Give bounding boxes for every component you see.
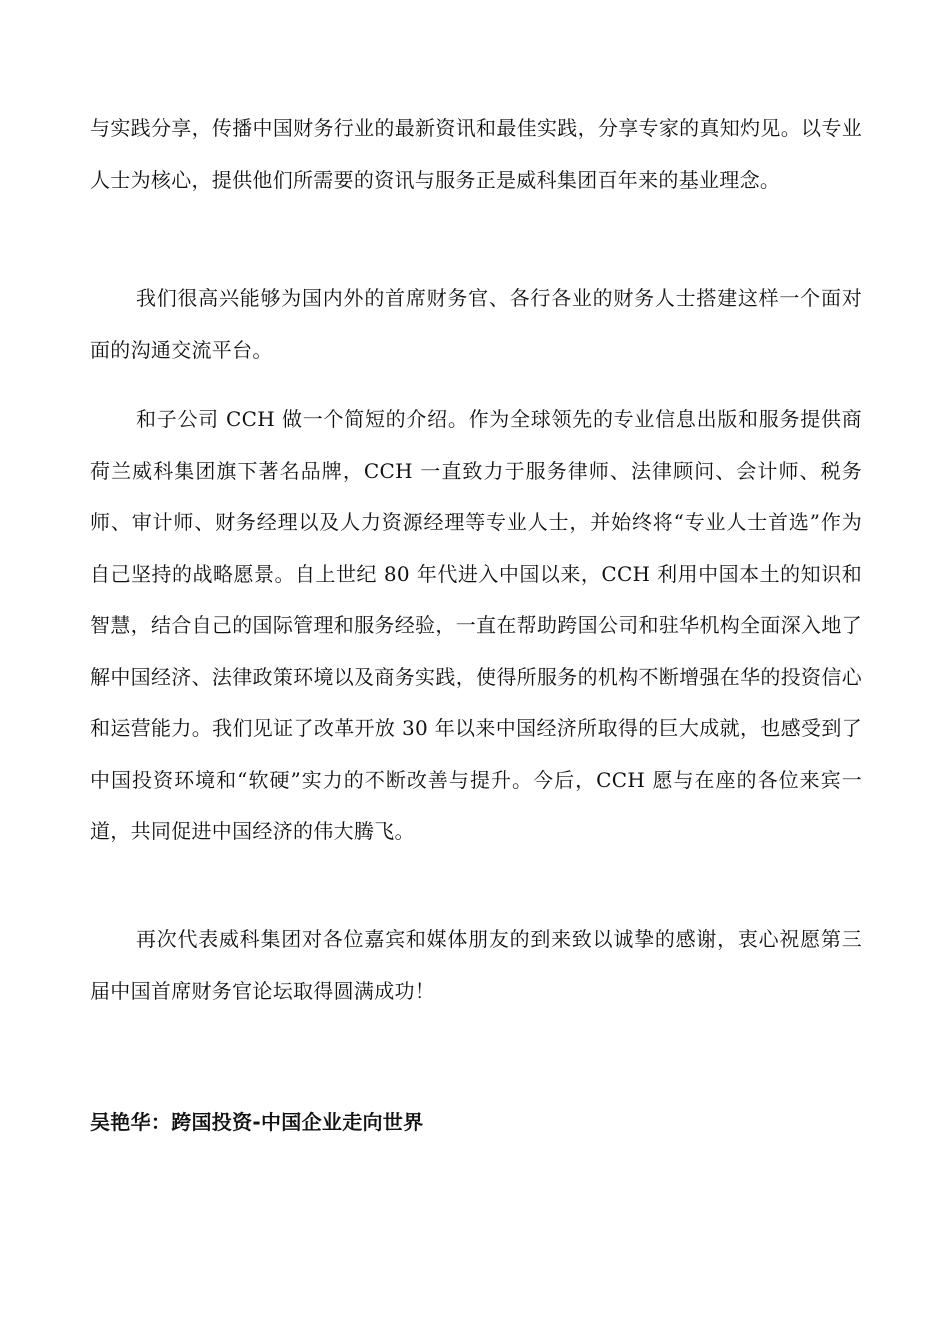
paragraph-platform: 我们很高兴能够为国内外的首席财务官、各行各业的财务人士搭建这样一个面对面的沟通交流平台。	[90, 286, 862, 362]
paragraph-intro-continuation: 与实践分享，传播中国财务行业的最新资讯和最佳实践，分享专家的真知灼见。以专业人士为核心，提供他们所需要的资讯与服务正是威科集团百年来的基业理念。	[90, 116, 862, 192]
paragraph-cch-introduction: 和子公司 CCH 做一个简短的介绍。作为全球领先的专业信息出版和服务提供商荷兰威科集团旗下著名品牌，CCH 一直致力于服务律师、法律顾问、会计师、税务师、审计师、财务经理以及人力资源经理等专业人士，并始终将“专业人士首选”作为自己坚持的战略愿景。自上世纪 80 年代进入中国以来，CCH 利用中国本土的知识和智慧，结合自己的国际管理和服务经验，一直在帮助跨国公司和驻华机构全面深入地了解中国经济、法律政策环境以及商务实践，使得所服务的机构不断增强在华的投资信心和运营能力。我们见证了改革开放 30 年以来中国经济所取得的巨大成就，也感受到了中国投资环境和“软硬”实力的不断改善与提升。今后，CCH 愿与在座的各位来宾一道，共同促进中国经济的伟大腾飞。	[90, 407, 862, 843]
paragraph-closing-thanks: 再次代表威科集团对各位嘉宾和媒体朋友的到来致以诚挚的感谢，衷心祝愿第三届中国首席财务官论坛取得圆满成功！	[90, 927, 862, 1003]
section-heading: 吴艳华：跨国投资-中国企业走向世界	[90, 1110, 424, 1134]
